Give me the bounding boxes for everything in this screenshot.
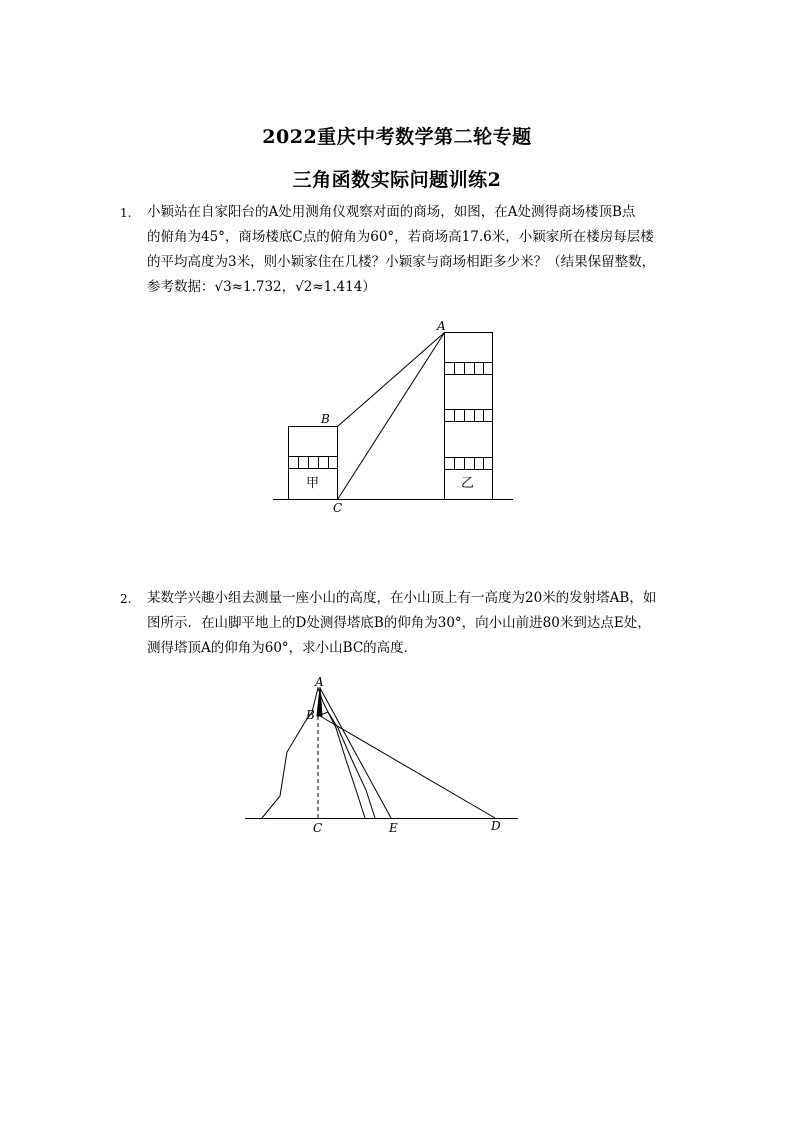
label-A-q2: A — [315, 675, 324, 689]
question-2-line-1: 某数学兴趣小组去测量一座小山的高度，在小山顶上有一高度为20米的发射塔AB，如 — [147, 590, 657, 606]
question-1-line-3: 的平均高度为3米，则小颖家住在几楼？小颖家与商场相距多少米？（结果保留整数， — [147, 254, 656, 270]
label-C-q1: C — [333, 501, 343, 515]
label-B-q1: B — [321, 412, 330, 426]
label-A-q1: A — [437, 319, 446, 333]
question-1-number: 1. — [120, 206, 132, 220]
question-1-line-4: 参考数据：√3≈1.732，√2≈1.414） — [147, 279, 376, 295]
question-1-line-1: 小颖站在自家阳台的A处用测角仪观察对面的商场，如图，在A处测得商场楼顶B点 — [147, 204, 636, 220]
label-building-yi: 乙 — [461, 476, 475, 491]
sight-line-EA — [320, 688, 391, 818]
tower-AB — [317, 687, 322, 716]
mountain-ridge — [318, 712, 375, 818]
label-D-q2: D — [491, 819, 501, 833]
question-2-number: 2. — [120, 592, 132, 606]
label-B-q2: B — [306, 708, 315, 722]
title-line-1: 2022重庆中考数学第二轮专题 — [262, 126, 532, 148]
question-2-line-3: 测得塔顶A的仰角为60°，求小山BC的高度． — [147, 640, 418, 656]
sight-line-DB — [320, 716, 495, 818]
question-1-line-2: 的俯角为45°，商场楼底C点的俯角为60°，若商场高17.6米，小颖家所在楼房每层楼 — [147, 229, 654, 245]
question-2-line-2: 图所示．在山脚平地上的D处测得塔底B的仰角为30°，向小山前进80米到达点E处， — [147, 615, 651, 631]
label-E-q2: E — [389, 821, 398, 835]
label-C-q2: C — [313, 821, 323, 835]
label-building-jia: 甲 — [306, 476, 320, 491]
title-line-2: 三角函数实际问题训练2 — [292, 169, 502, 191]
